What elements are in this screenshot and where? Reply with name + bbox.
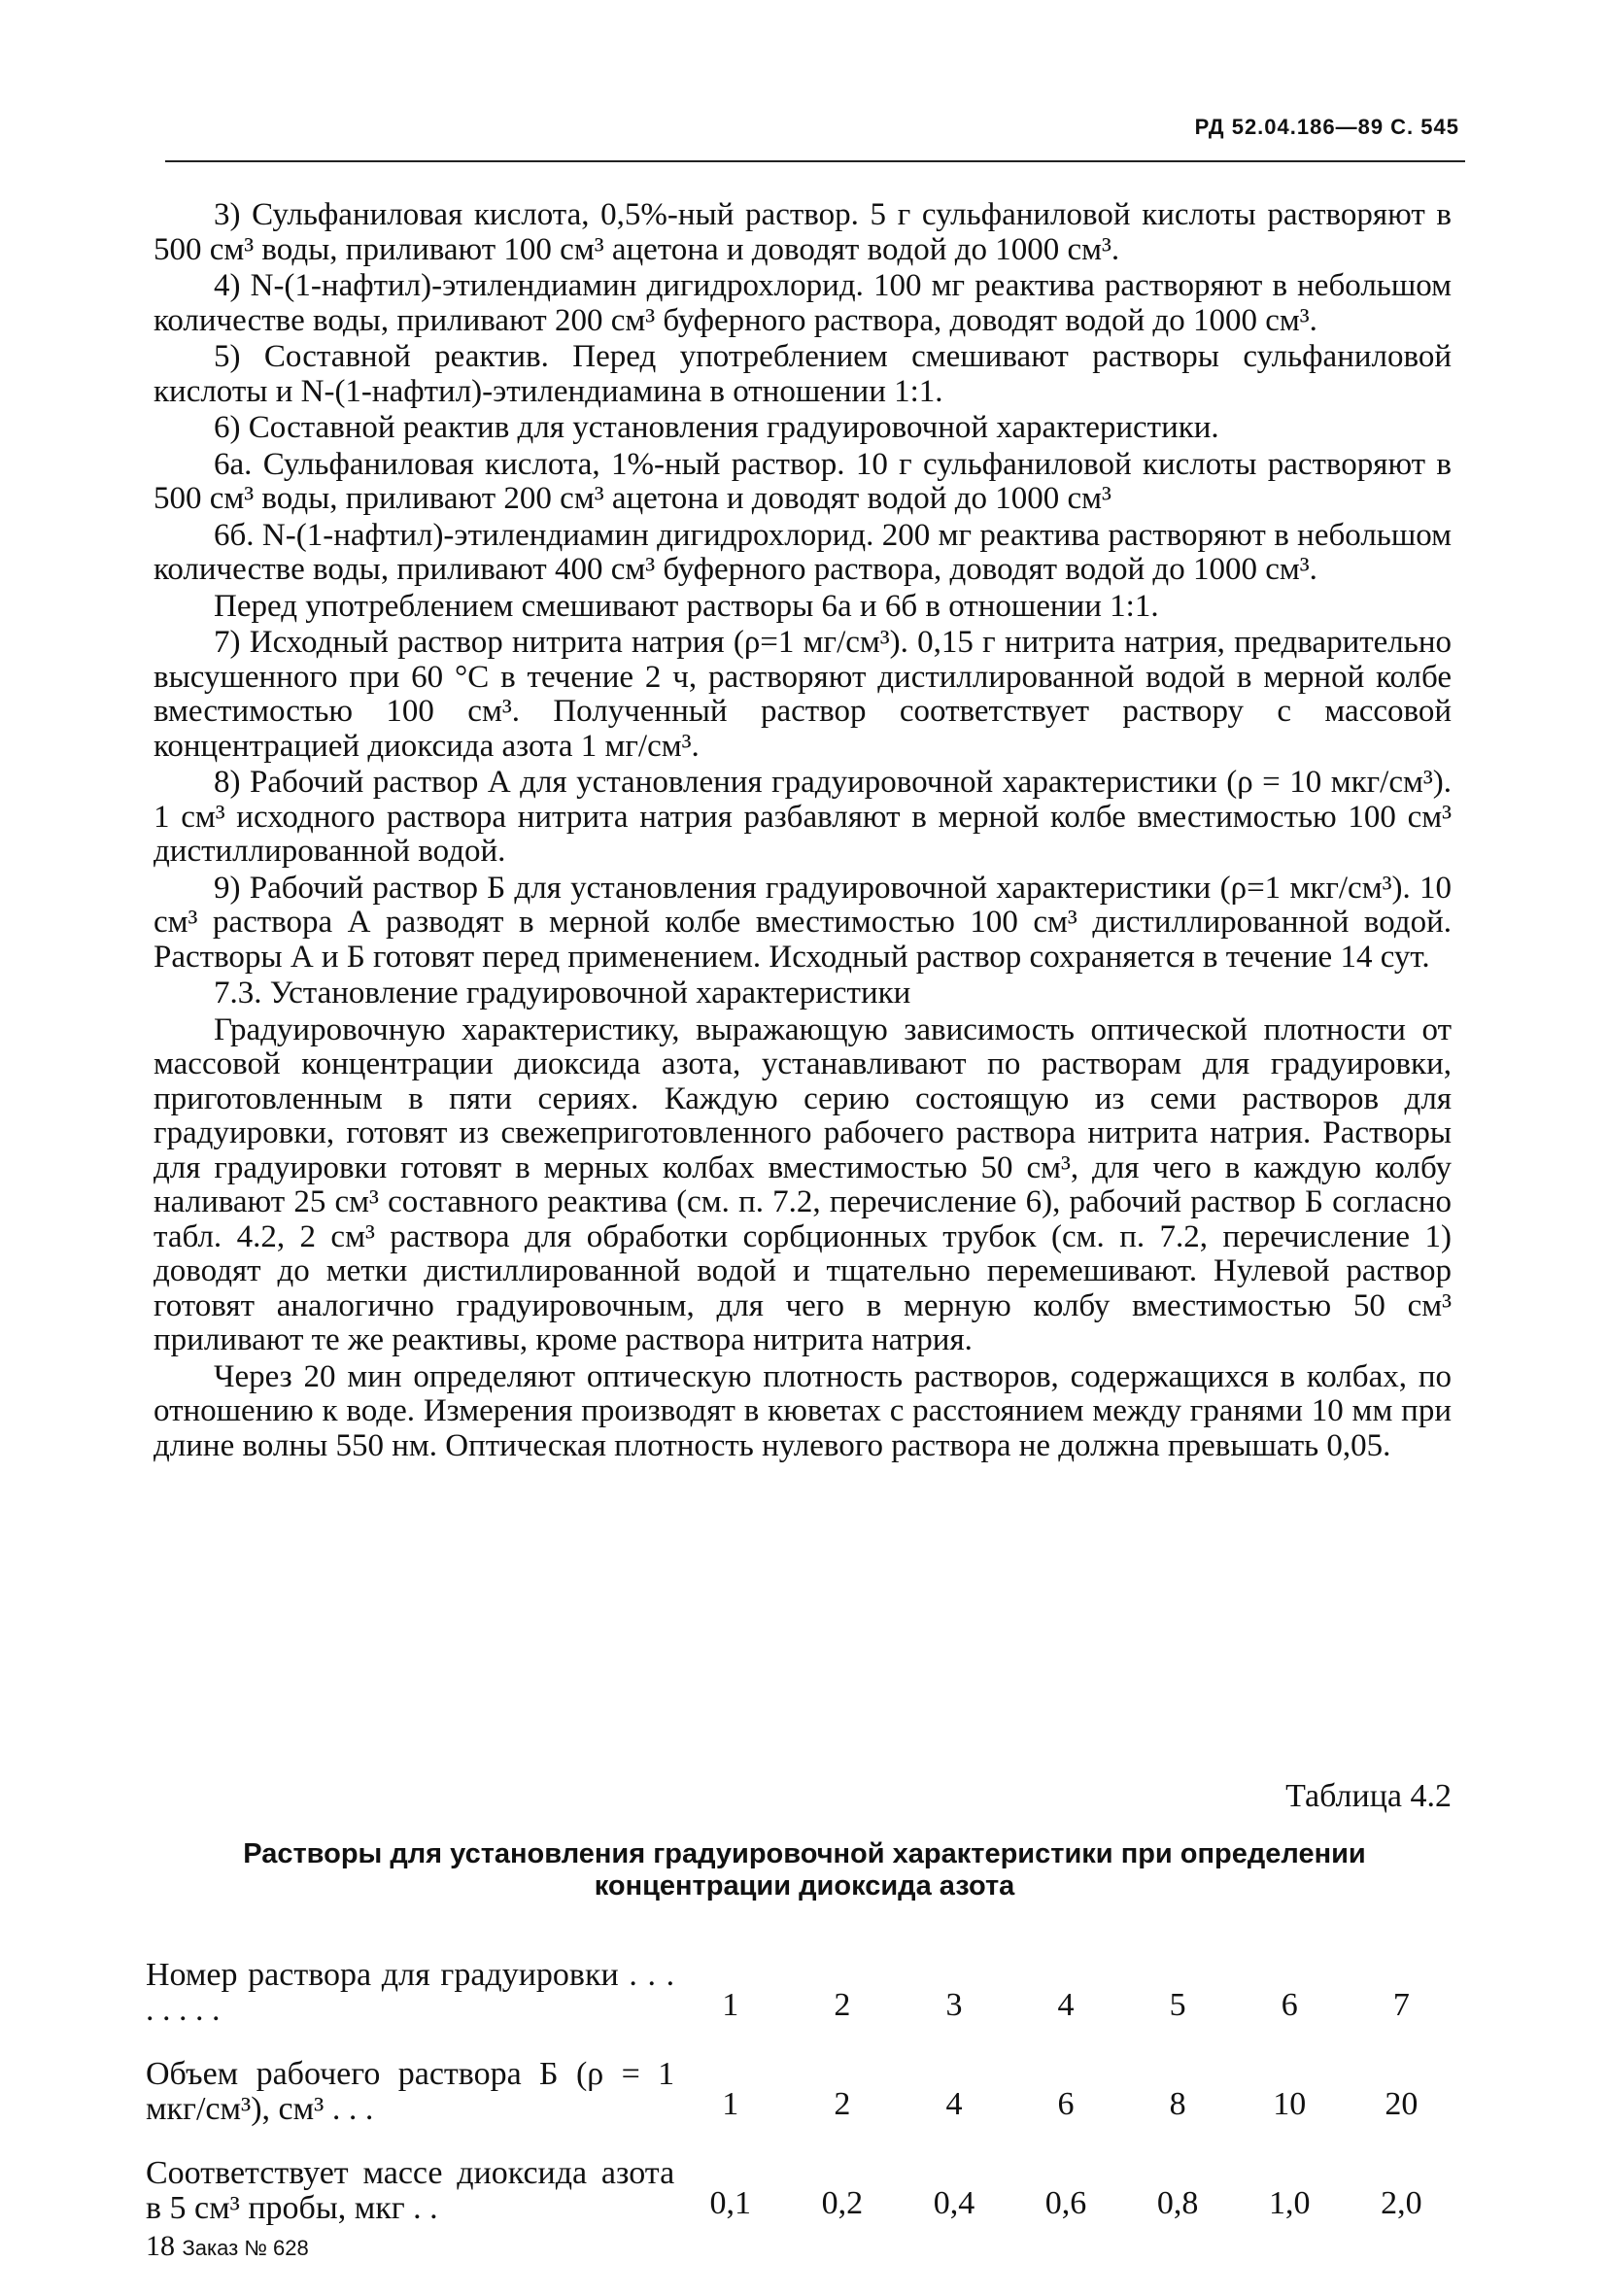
page-number: 18 (146, 2230, 175, 2262)
body-text (154, 198, 1452, 1465)
paragraph-mixing-note: Перед употреблением смешивают растворы 6а и 6б в отношении 1:1. (214, 588, 1159, 624)
table-cell: 1,0 (1269, 2185, 1311, 2221)
row-label: Соответствует массе диоксида азота в 5 см³ пробы, мкг . . (146, 2155, 675, 2226)
table-cell: 6 (1057, 2086, 1075, 2122)
paragraph-5: 5) Составной реактив. Перед употреблением смешивают растворы сульфаниловой кислоты и N-(1-нафтил)-этилендиамина в отношении 1:1. (154, 339, 1452, 409)
table-cell: 0,4 (933, 2185, 975, 2221)
running-header: РД 52.04.186—89 С. 545 (1194, 115, 1459, 139)
table-cell: 2 (834, 2086, 851, 2122)
table-title: Растворы для установления градуировочной характеристики при определении концентрации диоксида азота (243, 1838, 1366, 1902)
header-rule (165, 160, 1465, 162)
table-cell: 2 (834, 1987, 851, 2023)
paragraph-6b: 6б. N-(1-нафтил)-этилендиамин дигидрохлорид. 200 мг реактива растворяют в небольшом количестве воды, приливают 400 см³ буферного раствора, доводят водой до 1000 см³. (154, 517, 1452, 587)
table-row (146, 1929, 1457, 2034)
table-cell: 8 (1169, 2086, 1186, 2122)
table-cell: 3 (945, 1987, 963, 2023)
paragraph-6: 6) Составной реактив для установления градуировочной характеристики. (214, 410, 1219, 445)
table-cell: 6 (1281, 1987, 1298, 2023)
paragraph-calibration: Градуировочную характеристику, выражающую зависимость оптической плотности от массовой концентрации диоксида азота, устанавливают по растворам для градуировки, приготовленным в пяти сериях. Каждую серию состоящую из семи растворов для градуировки, готовят из свежеприготовленного рабочего раствора нитрита натрия. Растворы для градуировки готовят в мерных колбах вместимостью 50 см³, для чего в каждую колбу наливают 25 см³ составного реактива (см. п. 7.2, перечисление 6), рабочий раствор Б согласно табл. 4.2, 2 см³ раствора для обработки сорбционных трубок (см. п. 7.2, перечисление 1) доводят до метки дистиллированной водой и тщательно перемешивают. Нулевой раствор готовят аналогично градуировочным, для чего в мерную колбу вместимостью 50 см³ приливают те же реактивы, кроме раствора нитрита натрия. (154, 1011, 1452, 1357)
table-cell: 0,2 (821, 2185, 864, 2221)
table-row (146, 2133, 1457, 2232)
paragraph-measurement: Через 20 мин определяют оптическую плотность растворов, содержащихся в колбах, по отношению к воде. Измерения производят в кюветах с расстоянием между гранями 10 мм при длине волны 550 нм. Оптическая плотность нулевого раствора не должна превышать 0,05. (154, 1358, 1452, 1463)
table-cell: 0,6 (1044, 2185, 1087, 2221)
table-cell: 4 (1057, 1987, 1075, 2023)
table-cell: 1 (722, 1987, 739, 2023)
page-footer (146, 2230, 309, 2263)
table-cell: 0,8 (1156, 2185, 1199, 2221)
paragraph-9: 9) Рабочий раствор Б для установления градуировочной характеристики (ρ=1 мкг/см³). 10 см³ раствора А разводят в мерной колбе вместимостью 100 см³ дистиллированной водой. Растворы А и Б готовят перед применением. Исходный раствор сохраняется в течение 14 сут. (154, 870, 1452, 975)
table-cell: 10 (1273, 2086, 1307, 2122)
row-label: Номер раствора для градуировки . . . . . . . . (146, 1957, 675, 2028)
table-cell: 2,0 (1381, 2185, 1422, 2221)
table-row (146, 2034, 1457, 2133)
paragraph-8: 8) Рабочий раствор А для установления градуировочной характеристики (ρ = 10 мкг/см³). 1 см³ исходного раствора нитрита натрия разбавляют в мерной колбе вместимостью 100 см³ дистиллированной водой. (154, 765, 1452, 869)
paragraph-6a: 6а. Сульфаниловая кислота, 1%-ный раствор. 10 г сульфаниловой кислоты растворяют в 500 см³ воды, приливают 200 см³ ацетона и доводят водой до 1000 см³ (154, 446, 1452, 516)
table-cell: 1 (722, 2086, 739, 2122)
row-label: Объем рабочего раствора Б (ρ = 1 мкг/см³), см³ . . . (146, 2056, 675, 2127)
table-cell: 20 (1385, 2086, 1419, 2122)
calibration-table (146, 1929, 1457, 2232)
table-cell: 5 (1169, 1987, 1186, 2023)
paragraph-7: 7) Исходный раствор нитрита натрия (ρ=1 мг/см³). 0,15 г нитрита натрия, предварительно высушенного при 60 °С в течение 2 ч, растворяют дистиллированной водой в мерной колбе вместимостью 100 см³. Полученный раствор соответствует раствору с массовой концентрацией диоксида азота 1 мг/см³. (154, 625, 1452, 764)
order-number: Заказ № 628 (182, 2236, 309, 2260)
section-heading-7-3: 7.3. Установление градуировочной характеристики (214, 976, 911, 1011)
table-cell: 7 (1392, 1987, 1410, 2023)
table-caption: Таблица 4.2 (1285, 1778, 1452, 1814)
table-cell: 0,1 (709, 2185, 751, 2221)
paragraph-4: 4) N-(1-нафтил)-этилендиамин дигидрохлорид. 100 мг реактива растворяют в небольшом количестве воды, приливают 200 см³ буферного раствора, доводят водой до 1000 см³. (154, 268, 1452, 338)
table-cell: 4 (945, 2086, 963, 2122)
paragraph-3: 3) Сульфаниловая кислота, 0,5%-ный раствор. 5 г сульфаниловой кислоты растворяют в 500 см³ воды, приливают 100 см³ ацетона и доводят водой до 1000 см³. (154, 197, 1452, 267)
